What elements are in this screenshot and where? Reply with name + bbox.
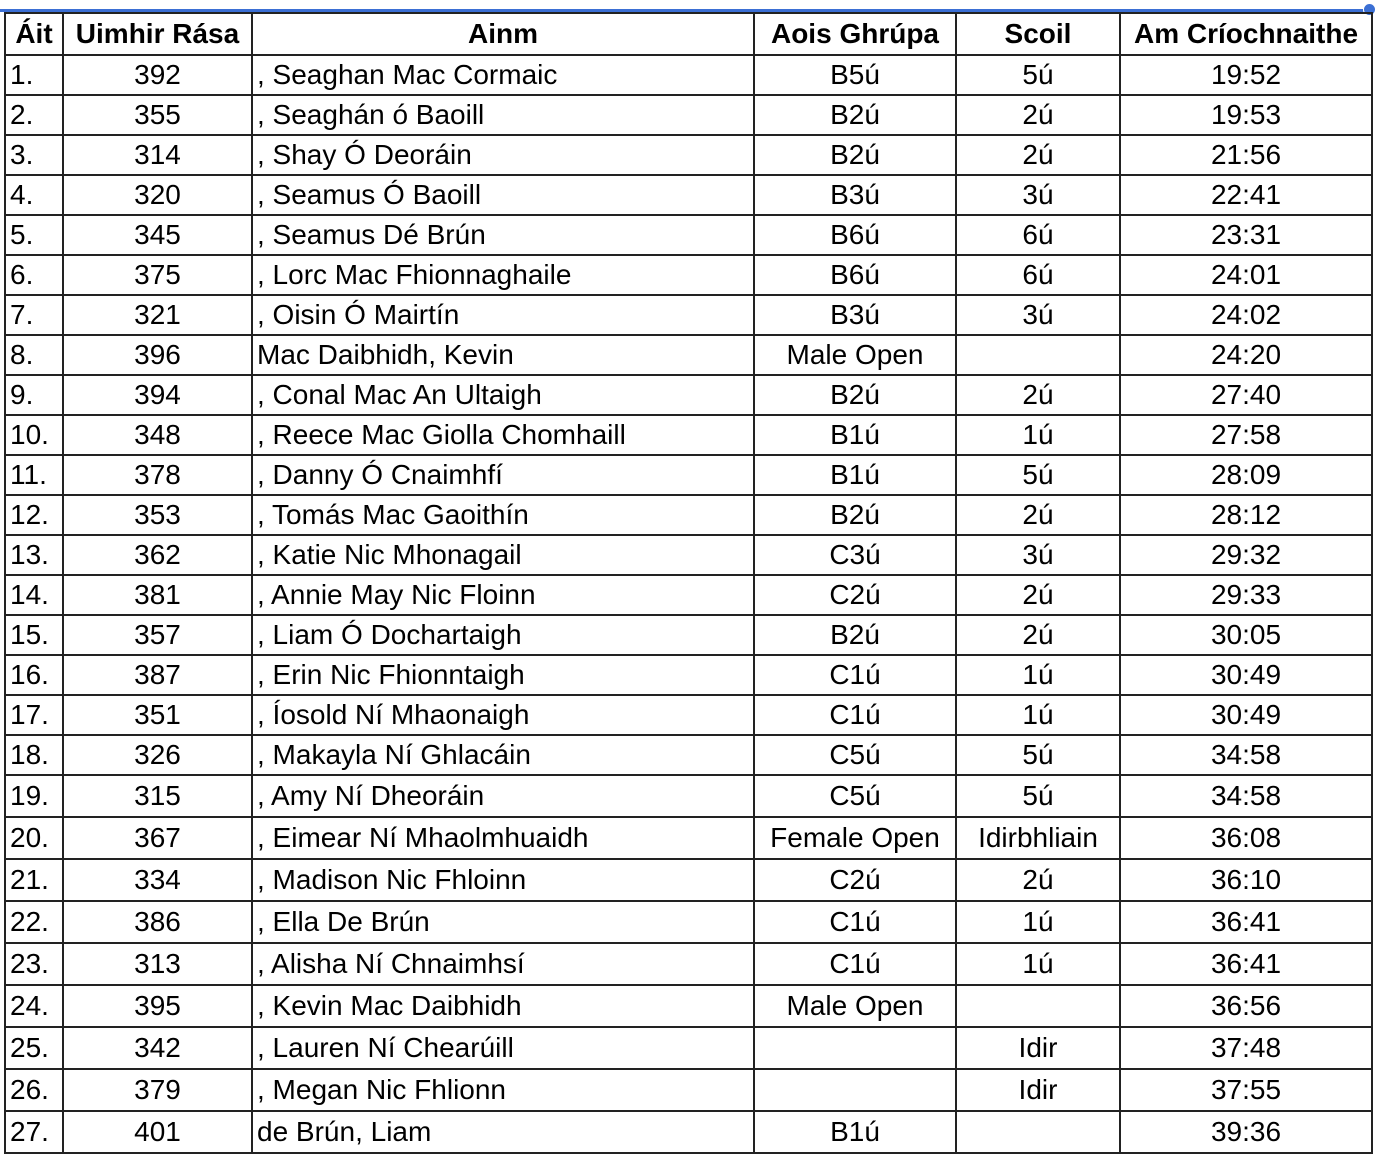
cell-finish-time[interactable]: 30:05 bbox=[1120, 615, 1372, 655]
cell-name[interactable]: , Megan Nic Fhlionn bbox=[252, 1069, 754, 1111]
cell-finish-time[interactable]: 24:02 bbox=[1120, 295, 1372, 335]
cell-place[interactable]: 27. bbox=[5, 1111, 63, 1153]
cell-race-number[interactable]: 392 bbox=[63, 55, 252, 95]
cell-place[interactable]: 24. bbox=[5, 985, 63, 1027]
cell-age-group[interactable]: B2ú bbox=[754, 495, 956, 535]
cell-school[interactable]: 2ú bbox=[956, 95, 1120, 135]
table-row bbox=[5, 295, 1372, 335]
cell-school[interactable]: 5ú bbox=[956, 775, 1120, 817]
cell-school[interactable] bbox=[956, 985, 1120, 1027]
cell-place[interactable]: 16. bbox=[5, 655, 63, 695]
cell-school[interactable]: 3ú bbox=[956, 295, 1120, 335]
cell-age-group[interactable]: C1ú bbox=[754, 901, 956, 943]
cell-race-number[interactable]: 342 bbox=[63, 1027, 252, 1069]
cell-name[interactable]: , Seamus Dé Brún bbox=[252, 215, 754, 255]
cell-place[interactable]: 22. bbox=[5, 901, 63, 943]
cell-finish-time[interactable]: 24:01 bbox=[1120, 255, 1372, 295]
cell-age-group[interactable]: B2ú bbox=[754, 135, 956, 175]
cell-school[interactable]: 1ú bbox=[956, 943, 1120, 985]
cell-age-group[interactable]: B6ú bbox=[754, 215, 956, 255]
cell-age-group[interactable]: C5ú bbox=[754, 775, 956, 817]
table-row bbox=[5, 335, 1372, 375]
cell-finish-time[interactable]: 39:36 bbox=[1120, 1111, 1372, 1153]
cell-age-group[interactable]: B2ú bbox=[754, 615, 956, 655]
cell-finish-time[interactable]: 19:53 bbox=[1120, 95, 1372, 135]
cell-school[interactable]: 2ú bbox=[956, 495, 1120, 535]
cell-place[interactable]: 12. bbox=[5, 495, 63, 535]
cell-school[interactable]: 3ú bbox=[956, 175, 1120, 215]
cell-race-number[interactable]: 357 bbox=[63, 615, 252, 655]
cell-place[interactable]: 11. bbox=[5, 455, 63, 495]
cell-age-group[interactable]: Male Open bbox=[754, 985, 956, 1027]
cell-place[interactable]: 9. bbox=[5, 375, 63, 415]
cell-age-group[interactable]: C3ú bbox=[754, 535, 956, 575]
table-row bbox=[5, 135, 1372, 175]
cell-age-group[interactable]: C2ú bbox=[754, 859, 956, 901]
cell-place[interactable]: 13. bbox=[5, 535, 63, 575]
cell-place[interactable]: 2. bbox=[5, 95, 63, 135]
cell-school[interactable]: 1ú bbox=[956, 901, 1120, 943]
cell-finish-time[interactable]: 30:49 bbox=[1120, 695, 1372, 735]
cell-finish-time[interactable]: 37:55 bbox=[1120, 1069, 1372, 1111]
cell-name[interactable]: , Erin Nic Fhionntaigh bbox=[252, 655, 754, 695]
header-finish-time[interactable]: Am Críochnaithe bbox=[1120, 13, 1372, 55]
cell-school[interactable] bbox=[956, 335, 1120, 375]
cell-name[interactable]: , Ella De Brún bbox=[252, 901, 754, 943]
cell-school[interactable] bbox=[956, 1111, 1120, 1153]
table-row bbox=[5, 775, 1372, 817]
cell-finish-time[interactable]: 28:12 bbox=[1120, 495, 1372, 535]
table-row bbox=[5, 735, 1372, 775]
cell-age-group[interactable]: B6ú bbox=[754, 255, 956, 295]
cell-school[interactable]: 1ú bbox=[956, 655, 1120, 695]
cell-finish-time[interactable]: 23:31 bbox=[1120, 215, 1372, 255]
table-row bbox=[5, 901, 1372, 943]
cell-place[interactable]: 14. bbox=[5, 575, 63, 615]
cell-age-group[interactable]: Male Open bbox=[754, 335, 956, 375]
table-row bbox=[5, 695, 1372, 735]
cell-race-number[interactable]: 378 bbox=[63, 455, 252, 495]
cell-school[interactable]: Idirbhliain bbox=[956, 817, 1120, 859]
cell-school[interactable]: 3ú bbox=[956, 535, 1120, 575]
table-row bbox=[5, 415, 1372, 455]
cell-place[interactable]: 8. bbox=[5, 335, 63, 375]
cell-school[interactable]: 2ú bbox=[956, 615, 1120, 655]
cell-name[interactable]: , Conal Mac An Ultaigh bbox=[252, 375, 754, 415]
cell-place[interactable]: 15. bbox=[5, 615, 63, 655]
cell-name[interactable]: , Makayla Ní Ghlacáin bbox=[252, 735, 754, 775]
cell-finish-time[interactable]: 27:40 bbox=[1120, 375, 1372, 415]
cell-place[interactable]: 1. bbox=[5, 55, 63, 95]
cell-race-number[interactable]: 321 bbox=[63, 295, 252, 335]
cell-race-number[interactable]: 362 bbox=[63, 535, 252, 575]
cell-finish-time[interactable]: 36:08 bbox=[1120, 817, 1372, 859]
cell-name[interactable]: , Shay Ó Deoráin bbox=[252, 135, 754, 175]
cell-race-number[interactable]: 379 bbox=[63, 1069, 252, 1111]
cell-age-group[interactable]: C1ú bbox=[754, 943, 956, 985]
cell-school[interactable]: 5ú bbox=[956, 55, 1120, 95]
cell-race-number[interactable]: 367 bbox=[63, 817, 252, 859]
cell-finish-time[interactable]: 36:56 bbox=[1120, 985, 1372, 1027]
cell-name[interactable]: , Seamus Ó Baoill bbox=[252, 175, 754, 215]
table-row bbox=[5, 535, 1372, 575]
cell-school[interactable]: 1ú bbox=[956, 415, 1120, 455]
cell-race-number[interactable]: 353 bbox=[63, 495, 252, 535]
cell-name[interactable]: , Danny Ó Cnaimhfí bbox=[252, 455, 754, 495]
cell-age-group[interactable]: Female Open bbox=[754, 817, 956, 859]
cell-place[interactable]: 5. bbox=[5, 215, 63, 255]
cell-place[interactable]: 21. bbox=[5, 859, 63, 901]
cell-age-group[interactable]: B3ú bbox=[754, 295, 956, 335]
cell-age-group[interactable] bbox=[754, 1069, 956, 1111]
table-row bbox=[5, 55, 1372, 95]
table-row bbox=[5, 175, 1372, 215]
cell-finish-time[interactable]: 34:58 bbox=[1120, 775, 1372, 817]
cell-place[interactable]: 3. bbox=[5, 135, 63, 175]
cell-name[interactable]: , Oisin Ó Mairtín bbox=[252, 295, 754, 335]
table-row bbox=[5, 943, 1372, 985]
cell-school[interactable]: 2ú bbox=[956, 375, 1120, 415]
cell-race-number[interactable]: 315 bbox=[63, 775, 252, 817]
cell-age-group[interactable]: C1ú bbox=[754, 695, 956, 735]
cell-name[interactable]: , Madison Nic Fhloinn bbox=[252, 859, 754, 901]
table-row bbox=[5, 95, 1372, 135]
cell-age-group[interactable]: B1ú bbox=[754, 1111, 956, 1153]
cell-age-group[interactable] bbox=[754, 1027, 956, 1069]
cell-finish-time[interactable]: 28:09 bbox=[1120, 455, 1372, 495]
cell-age-group[interactable]: B3ú bbox=[754, 175, 956, 215]
cell-place[interactable]: 7. bbox=[5, 295, 63, 335]
cell-name[interactable]: Mac Daibhidh, Kevin bbox=[252, 335, 754, 375]
cell-race-number[interactable]: 345 bbox=[63, 215, 252, 255]
cell-school[interactable]: 2ú bbox=[956, 859, 1120, 901]
header-row bbox=[5, 13, 1372, 55]
table-row bbox=[5, 1069, 1372, 1111]
cell-name[interactable]: , Katie Nic Mhonagail bbox=[252, 535, 754, 575]
cell-age-group[interactable]: C5ú bbox=[754, 735, 956, 775]
cell-place[interactable]: 19. bbox=[5, 775, 63, 817]
cell-age-group[interactable]: B1ú bbox=[754, 455, 956, 495]
cell-race-number[interactable]: 355 bbox=[63, 95, 252, 135]
cell-school[interactable]: 6ú bbox=[956, 255, 1120, 295]
cell-place[interactable]: 17. bbox=[5, 695, 63, 735]
table-row bbox=[5, 495, 1372, 535]
table-row bbox=[5, 455, 1372, 495]
cell-name[interactable]: , Íosold Ní Mhaonaigh bbox=[252, 695, 754, 735]
cell-finish-time[interactable]: 36:41 bbox=[1120, 901, 1372, 943]
table-row bbox=[5, 615, 1372, 655]
cell-name[interactable]: , Seaghán ó Baoill bbox=[252, 95, 754, 135]
cell-race-number[interactable]: 395 bbox=[63, 985, 252, 1027]
cell-race-number[interactable]: 348 bbox=[63, 415, 252, 455]
table-row bbox=[5, 1111, 1372, 1153]
cell-finish-time[interactable]: 21:56 bbox=[1120, 135, 1372, 175]
cell-race-number[interactable]: 387 bbox=[63, 655, 252, 695]
cell-place[interactable]: 20. bbox=[5, 817, 63, 859]
table-row bbox=[5, 1027, 1372, 1069]
cell-race-number[interactable]: 401 bbox=[63, 1111, 252, 1153]
cell-finish-time[interactable]: 19:52 bbox=[1120, 55, 1372, 95]
table-row bbox=[5, 575, 1372, 615]
cell-name[interactable]: , Annie May Nic Floinn bbox=[252, 575, 754, 615]
cell-school[interactable]: 6ú bbox=[956, 215, 1120, 255]
cell-race-number[interactable]: 314 bbox=[63, 135, 252, 175]
table-row bbox=[5, 985, 1372, 1027]
cell-place[interactable]: 4. bbox=[5, 175, 63, 215]
cell-school[interactable]: 1ú bbox=[956, 695, 1120, 735]
cell-place[interactable]: 26. bbox=[5, 1069, 63, 1111]
cell-race-number[interactable]: 313 bbox=[63, 943, 252, 985]
cell-finish-time[interactable]: 30:49 bbox=[1120, 655, 1372, 695]
cell-name[interactable]: , Eimear Ní Mhaolmhuaidh bbox=[252, 817, 754, 859]
cell-place[interactable]: 18. bbox=[5, 735, 63, 775]
cell-name[interactable]: , Tomás Mac Gaoithín bbox=[252, 495, 754, 535]
cell-finish-time[interactable]: 22:41 bbox=[1120, 175, 1372, 215]
cell-finish-time[interactable]: 29:32 bbox=[1120, 535, 1372, 575]
cell-age-group[interactable]: B2ú bbox=[754, 95, 956, 135]
table-row bbox=[5, 817, 1372, 859]
table-row bbox=[5, 859, 1372, 901]
cell-name[interactable]: , Lorc Mac Fhionnaghaile bbox=[252, 255, 754, 295]
cell-race-number[interactable]: 351 bbox=[63, 695, 252, 735]
cell-school[interactable]: 5ú bbox=[956, 735, 1120, 775]
cell-school[interactable]: Idir bbox=[956, 1069, 1120, 1111]
header-school[interactable]: Scoil bbox=[956, 13, 1120, 55]
table-row bbox=[5, 375, 1372, 415]
cell-race-number[interactable]: 394 bbox=[63, 375, 252, 415]
cell-place[interactable]: 23. bbox=[5, 943, 63, 985]
cell-finish-time[interactable]: 36:10 bbox=[1120, 859, 1372, 901]
cell-school[interactable]: 2ú bbox=[956, 575, 1120, 615]
cell-place[interactable]: 10. bbox=[5, 415, 63, 455]
header-race-number[interactable]: Uimhir Rása bbox=[63, 13, 252, 55]
cell-name[interactable]: , Reece Mac Giolla Chomhaill bbox=[252, 415, 754, 455]
cell-race-number[interactable]: 386 bbox=[63, 901, 252, 943]
header-age-group[interactable]: Aois Ghrúpa bbox=[754, 13, 956, 55]
cell-finish-time[interactable]: 34:58 bbox=[1120, 735, 1372, 775]
cell-race-number[interactable]: 326 bbox=[63, 735, 252, 775]
cell-age-group[interactable]: B5ú bbox=[754, 55, 956, 95]
cell-name[interactable]: , Liam Ó Dochartaigh bbox=[252, 615, 754, 655]
cell-race-number[interactable]: 375 bbox=[63, 255, 252, 295]
cell-place[interactable]: 6. bbox=[5, 255, 63, 295]
cell-race-number[interactable]: 334 bbox=[63, 859, 252, 901]
table-row bbox=[5, 215, 1372, 255]
cell-finish-time[interactable]: 37:48 bbox=[1120, 1027, 1372, 1069]
cell-school[interactable]: Idir bbox=[956, 1027, 1120, 1069]
cell-age-group[interactable]: C2ú bbox=[754, 575, 956, 615]
cell-name[interactable]: , Seaghan Mac Cormaic bbox=[252, 55, 754, 95]
cell-school[interactable]: 2ú bbox=[956, 135, 1120, 175]
cell-race-number[interactable]: 320 bbox=[63, 175, 252, 215]
cell-age-group[interactable]: C1ú bbox=[754, 655, 956, 695]
cell-school[interactable]: 5ú bbox=[956, 455, 1120, 495]
cell-name[interactable]: , Amy Ní Dheoráin bbox=[252, 775, 754, 817]
cell-name[interactable]: , Lauren Ní Chearúill bbox=[252, 1027, 754, 1069]
header-name[interactable]: Ainm bbox=[252, 13, 754, 55]
cell-age-group[interactable]: B2ú bbox=[754, 375, 956, 415]
cell-finish-time[interactable]: 27:58 bbox=[1120, 415, 1372, 455]
results-body bbox=[5, 55, 1372, 1153]
cell-finish-time[interactable]: 36:41 bbox=[1120, 943, 1372, 985]
cell-finish-time[interactable]: 24:20 bbox=[1120, 335, 1372, 375]
cell-name[interactable]: , Kevin Mac Daibhidh bbox=[252, 985, 754, 1027]
cell-finish-time[interactable]: 29:33 bbox=[1120, 575, 1372, 615]
header-place[interactable]: Áit bbox=[5, 13, 63, 55]
cell-name[interactable]: , Alisha Ní Chnaimhsí bbox=[252, 943, 754, 985]
cell-place[interactable]: 25. bbox=[5, 1027, 63, 1069]
cell-race-number[interactable]: 381 bbox=[63, 575, 252, 615]
cell-race-number[interactable]: 396 bbox=[63, 335, 252, 375]
table-row bbox=[5, 255, 1372, 295]
cell-age-group[interactable]: B1ú bbox=[754, 415, 956, 455]
table-row bbox=[5, 655, 1372, 695]
results-table bbox=[4, 12, 1373, 1154]
cell-name[interactable]: de Brún, Liam bbox=[252, 1111, 754, 1153]
